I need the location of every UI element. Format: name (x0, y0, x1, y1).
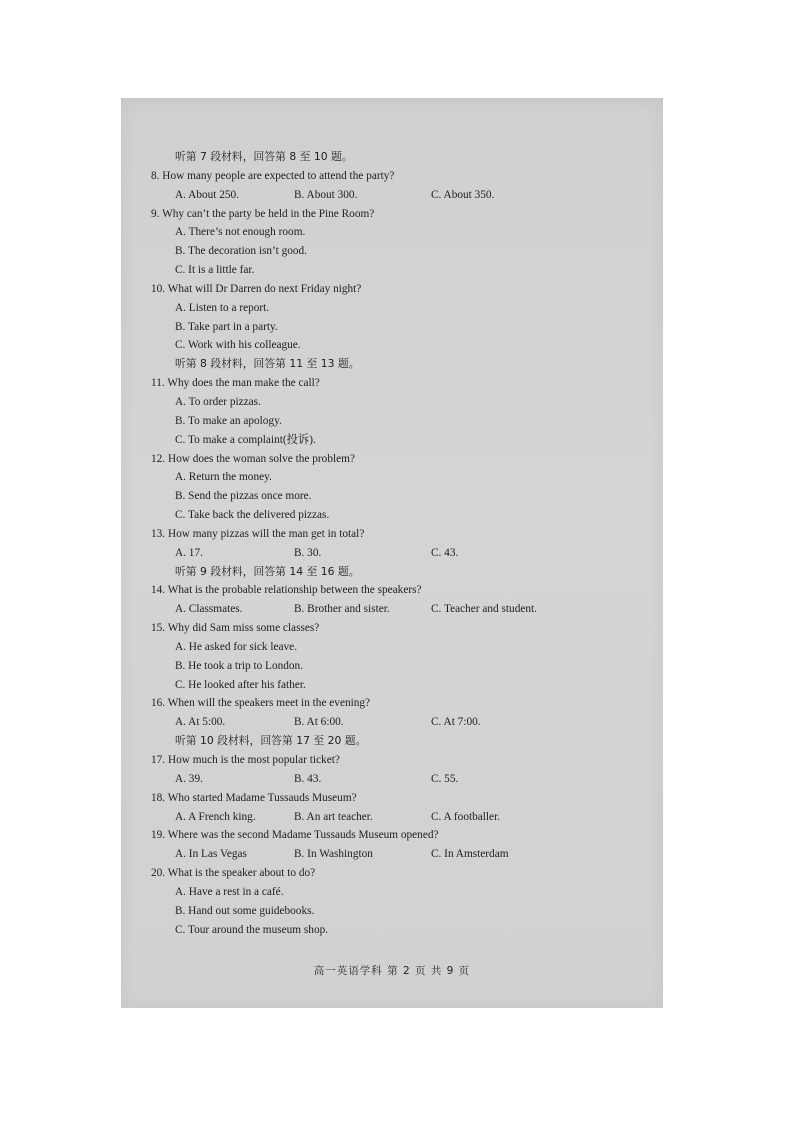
question-14: 14. What is the probable relationship between the speakers? (151, 584, 422, 597)
options-18 (151, 808, 651, 827)
section-heading-9: 听第 9 段材料，回答第 14 至 16 题。 (175, 564, 360, 578)
option-17-a: A. 39. (175, 772, 203, 785)
section-heading-7: 听第 7 段材料，回答第 8 至 10 题。 (175, 150, 353, 163)
option-17-c: C. 55. (431, 772, 459, 785)
question-16: 16. When will the speakers meet in the evening? (151, 697, 371, 710)
exam-sheet (121, 98, 663, 1008)
option-10-b: B. Take part in a party. (175, 320, 278, 333)
option-13-c: C. 43. (431, 546, 459, 559)
option-12-c: C. Take back the delivered pizzas. (175, 509, 330, 522)
option-11-b: B. To make an apology. (175, 414, 282, 427)
option-18-c: C. A footballer. (431, 810, 501, 823)
option-15-c: C. He looked after his father. (175, 678, 306, 691)
option-17-b: B. 43. (294, 772, 322, 785)
options-14 (151, 600, 651, 619)
option-12-b: B. Send the pizzas once more. (175, 490, 312, 503)
option-15-b: B. He took a trip to London. (175, 659, 304, 672)
option-10-c: C. Work with his colleague. (175, 339, 301, 352)
option-8-b: B. About 300. (294, 188, 358, 201)
options-8 (151, 186, 651, 205)
option-20-a: A. Have a rest in a café. (175, 885, 284, 898)
option-20-b: B. Hand out some guidebooks. (175, 904, 315, 917)
option-16-c: C. At 7:00. (431, 716, 481, 729)
option-14-a: A. Classmates. (175, 603, 243, 616)
options-13 (151, 544, 651, 563)
option-14-b: B. Brother and sister. (294, 603, 390, 616)
options-17 (151, 770, 651, 789)
option-14-c: C. Teacher and student. (431, 603, 537, 616)
option-16-a: A. At 5:00. (175, 716, 226, 729)
question-13: 13. How many pizzas will the man get in total? (151, 527, 365, 540)
option-16-b: B. At 6:00. (294, 716, 344, 729)
option-9-c: C. It is a little far. (175, 264, 255, 277)
option-9-a: A. There’s not enough room. (175, 226, 306, 239)
option-10-a: A. Listen to a report. (175, 301, 270, 314)
section-heading-10: 听第 10 段材料，回答第 17 至 20 题。 (175, 734, 367, 748)
option-13-b: B. 30. (294, 546, 322, 559)
option-19-b: B. In Washington (294, 848, 373, 861)
page-footer: 高一英语学科 第 2 页 共 9 页 (313, 965, 471, 977)
section-heading-8: 听第 8 段材料，回答第 11 至 13 题。 (175, 357, 360, 371)
option-8-a: A. About 250. (175, 188, 240, 201)
option-18-a: A. A French king. (175, 810, 256, 823)
option-13-a: A. 17. (175, 546, 203, 559)
option-19-a: A. In Las Vegas (175, 848, 247, 861)
option-20-c: C. Tour around the museum shop. (175, 923, 329, 936)
option-11-a: A. To order pizzas. (175, 395, 261, 408)
option-11-c: C. To make a complaint(投诉). (175, 433, 316, 446)
option-19-c: C. In Amsterdam (431, 848, 509, 861)
option-8-c: C. About 350. (431, 188, 495, 201)
question-11: 11. Why does the man make the call? (151, 377, 320, 390)
option-18-b: B. An art teacher. (294, 810, 373, 823)
options-16 (151, 713, 651, 732)
option-9-b: B. The decoration isn’t good. (175, 245, 307, 258)
question-17: 17. How much is the most popular ticket? (151, 754, 340, 766)
question-8: 8. How many people are expected to attend the party? (151, 169, 395, 182)
option-15-a: A. He asked for sick leave. (175, 640, 298, 653)
exam-content (151, 148, 651, 939)
question-9: 9. Why can’t the party be held in the Pine Room? (151, 207, 375, 220)
question-15: 15. Why did Sam miss some classes? (151, 622, 320, 635)
question-10: 10. What will Dr Darren do next Friday night? (151, 282, 362, 295)
question-20: 20. What is the speaker about to do? (151, 867, 316, 880)
question-12: 12. How does the woman solve the problem? (151, 452, 355, 465)
option-12-a: A. Return the money. (175, 471, 272, 484)
options-19 (151, 845, 651, 864)
question-18: 18. Who started Madame Tussauds Museum? (151, 791, 357, 804)
question-19: 19. Where was the second Madame Tussauds Museum opened? (151, 829, 439, 842)
